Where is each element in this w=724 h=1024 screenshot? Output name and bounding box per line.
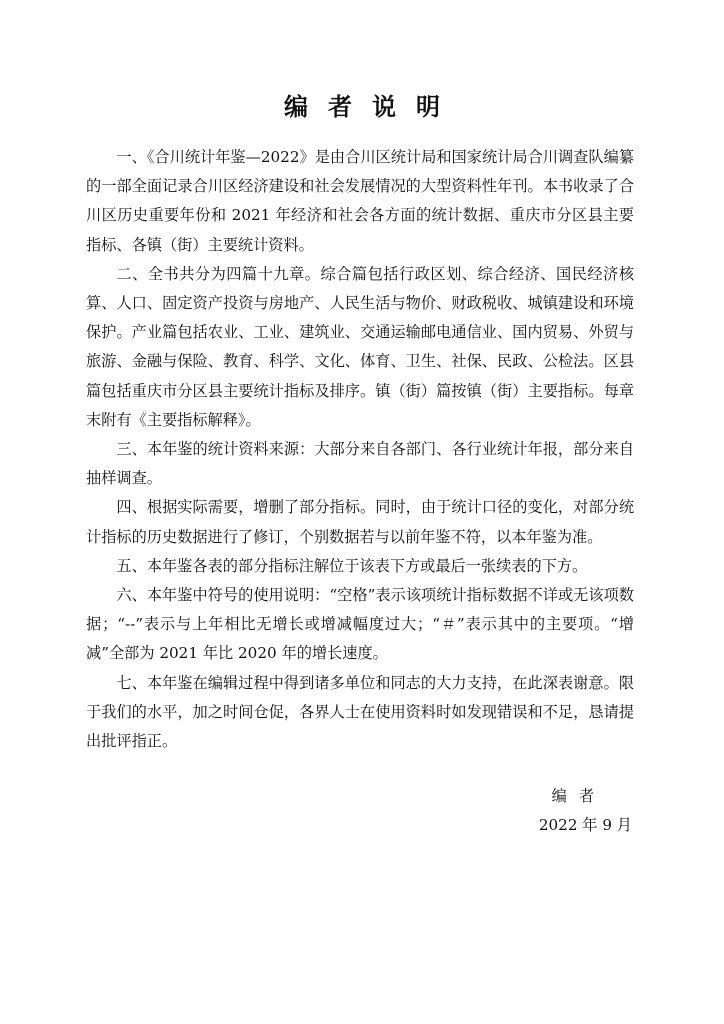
paragraph-1: 一、《合川统计年鉴—2022》是由合川区统计局和国家统计局合川调查队编纂的一部全面记录合川区经济建设和社会发展情况的大型资料性年刊。本书收录了合川区历史重要年份和 2021 年经济和社会各方面的统计数据、重庆市分区县主要指标、各镇（街）主要统计资料。 — [86, 148, 634, 254]
signature-date: 2022 年 9 月 — [538, 816, 632, 835]
paragraph-6: 六、本年鉴中符号的使用说明：“空格”表示该项统计指标数据不详或无该项数据；“--”表示与上年相比无增长或增减幅度过大；“＃”表示其中的主要项。“增减”全部为 2021 年比 2020 年的增长速度。 — [86, 586, 634, 663]
page-title: 编者说明 — [284, 93, 460, 121]
paragraph-4: 四、根据实际需要，增删了部分指标。同时，由于统计口径的变化，对部分统计指标的历史数据进行了修订，个别数据若与以前年鉴不符，以本年鉴为准。 — [86, 498, 634, 546]
signature-block — [86, 782, 634, 840]
signature-editor: 编者 — [551, 787, 606, 805]
paragraph-3: 三、本年鉴的统计资料来源：大部分来自各部门、各行业统计年报，部分来自抽样调查。 — [86, 440, 634, 488]
document-body — [86, 143, 634, 756]
paragraph-5: 五、本年鉴各表的部分指标注解位于该表下方或最后一张续表的下方。 — [116, 556, 588, 575]
paragraph-2: 二、全书共分为四篇十九章。综合篇包括行政区划、综合经济、国民经济核算、人口、固定资产投资与房地产、人民生活与物价、财政税收、城镇建设和环境保护。产业篇包括农业、工业、建筑业、交通运输邮电通信业、国内贸易、外贸与旅游、金融与保险、教育、科学、文化、体育、卫生、社保、民政、公检法。区县篇包括重庆市分区县主要统计指标及排序。镇（街）篇按镇（街）主要指标。每章末附有《主要指标解释》。 — [86, 264, 634, 429]
paragraph-7: 七、本年鉴在编辑过程中得到诸多单位和同志的大力支持，在此深表谢意。限于我们的水平，加之时间仓促，各界人士在使用资料时如发现错误和不足，恳请提出批评指正。 — [86, 673, 634, 751]
